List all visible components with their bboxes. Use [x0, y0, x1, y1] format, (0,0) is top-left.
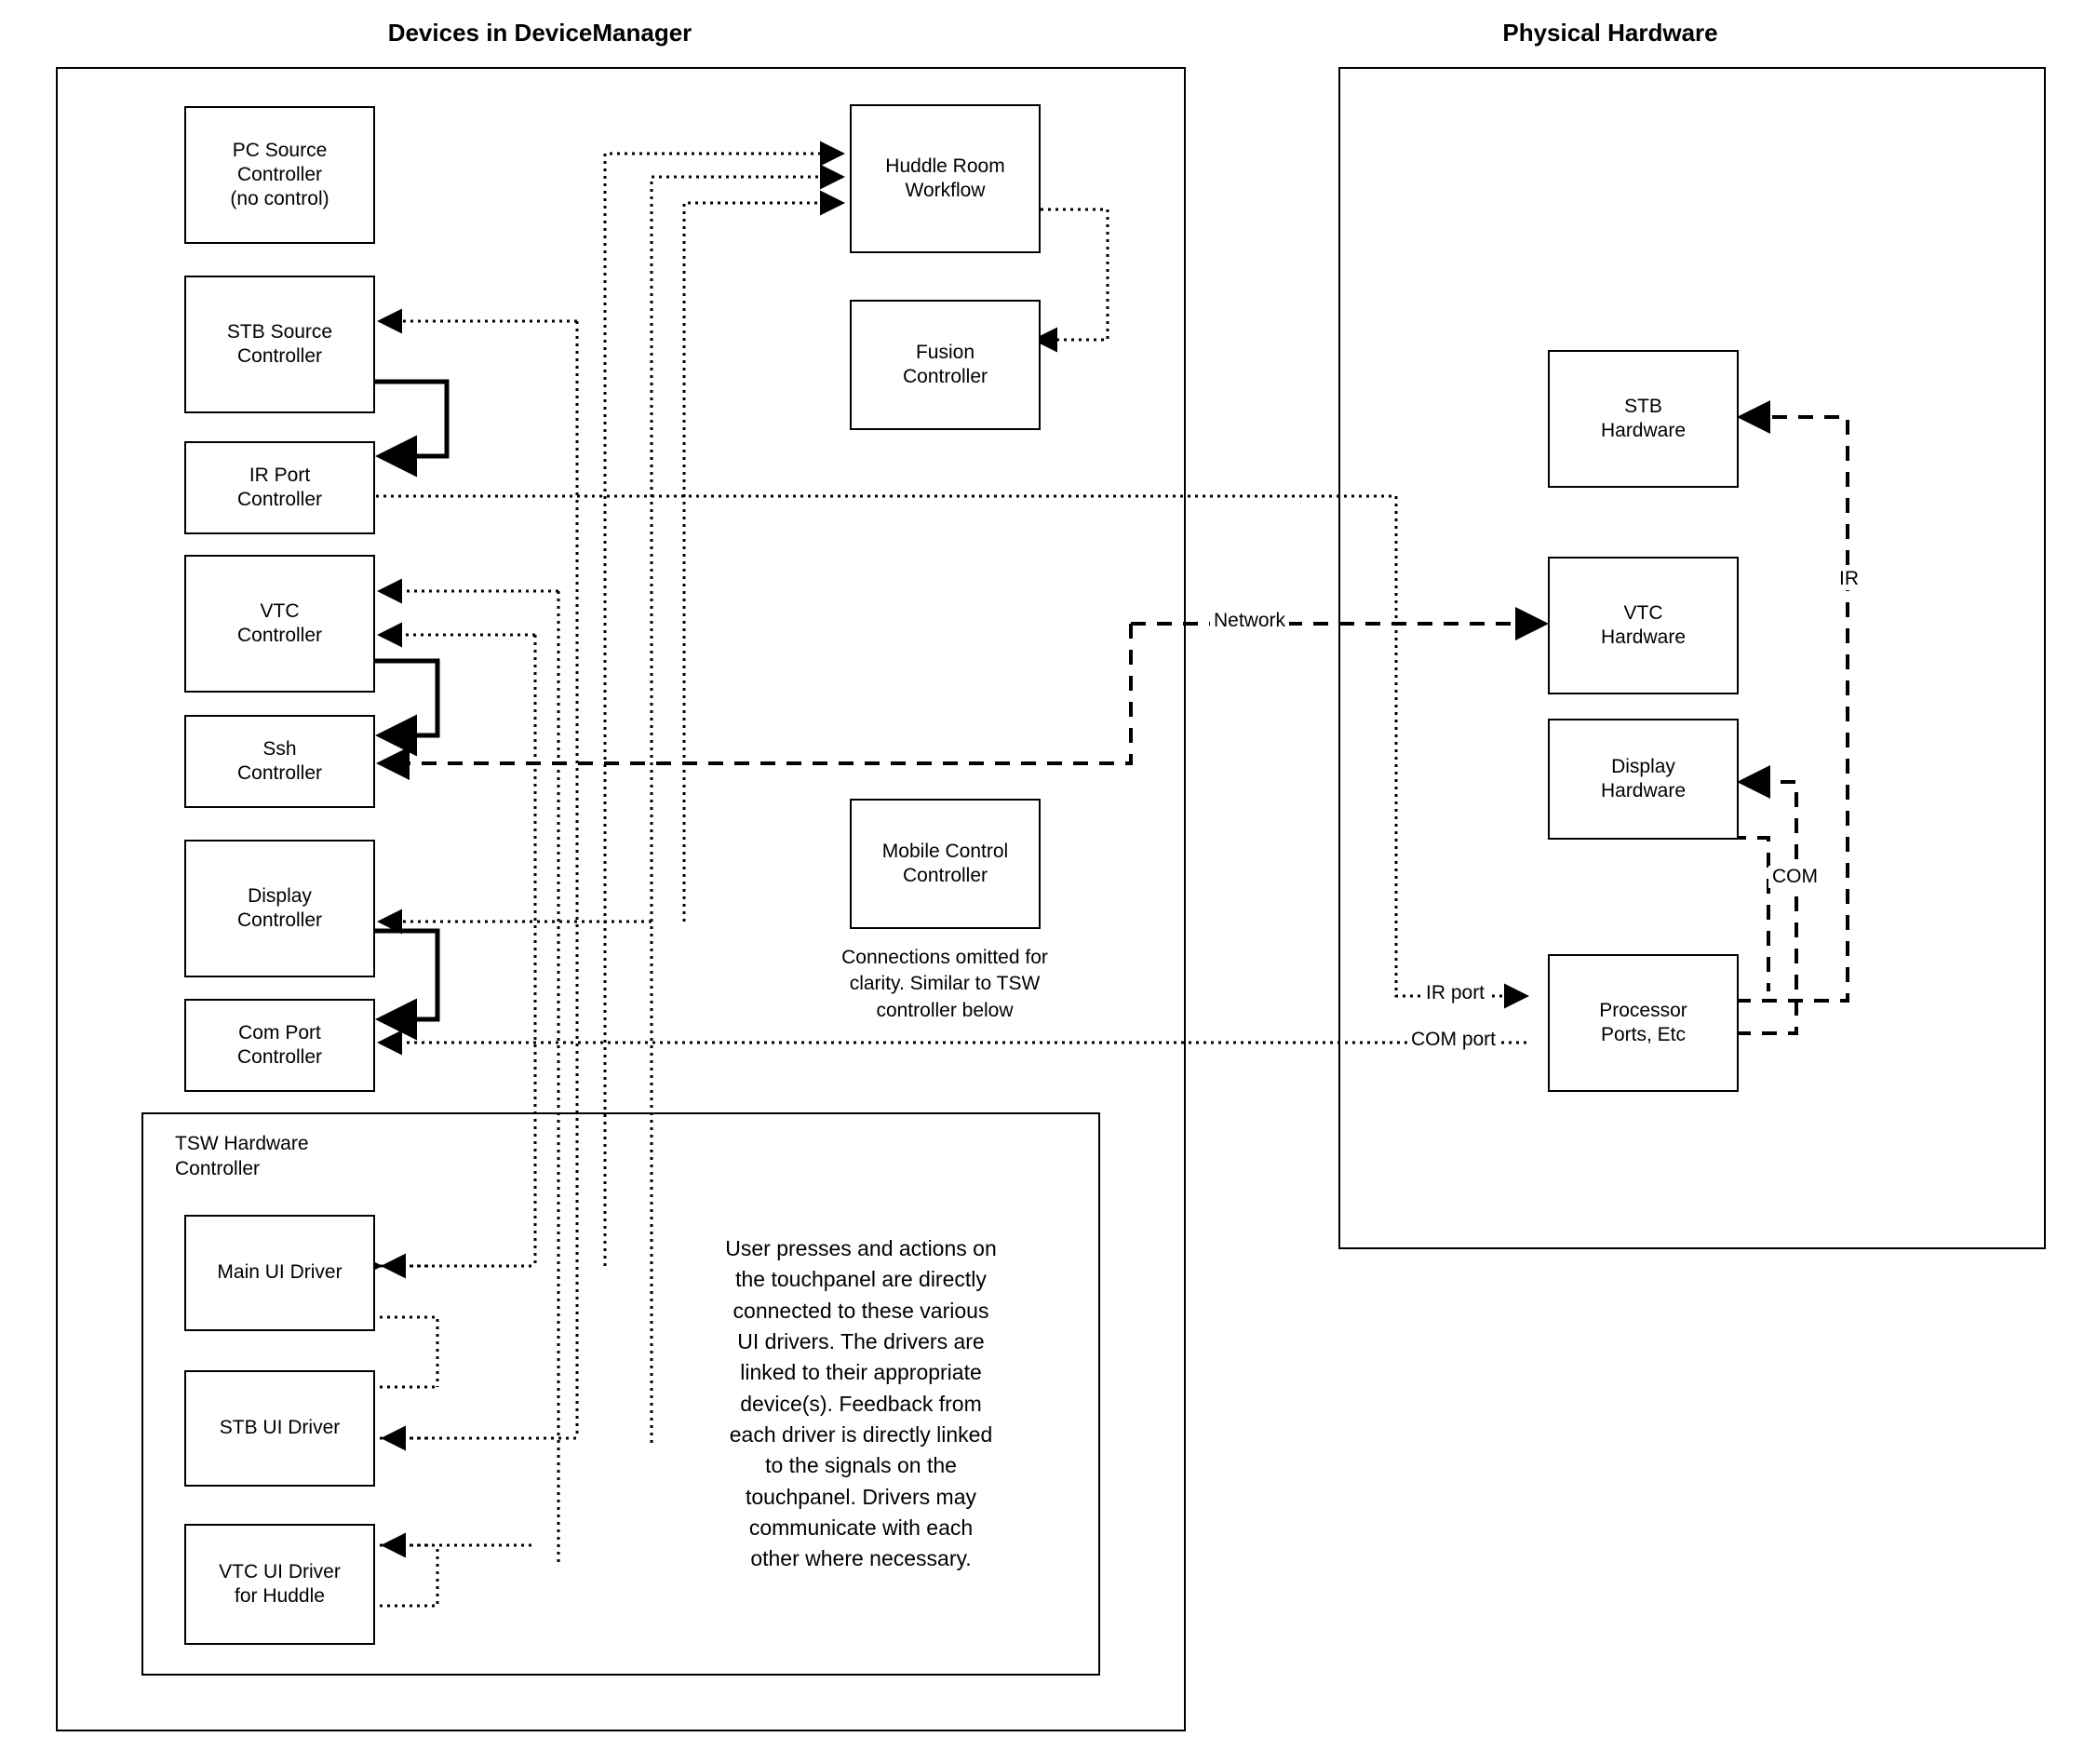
edge-label-ir: IR — [1835, 568, 1862, 590]
right-group-title: Physical Hardware — [1502, 19, 1718, 47]
node-processor-ports[interactable] — [1548, 954, 1739, 1092]
node-label: STB Hardware — [1600, 395, 1687, 441]
node-label: Processor Ports, Etc — [1599, 999, 1687, 1045]
node-ssh-controller[interactable] — [184, 715, 375, 808]
tsw-explanatory-note: User presses and actions on the touchpanel are directly connected to these various UI drivers. The drivers are linked to their appropriate device(s). Feedback from each driver is directly linked to the signals on the touchpanel. Drivers may communicate with each other where necessary. — [725, 1236, 997, 1571]
node-stb-ui-driver[interactable] — [184, 1370, 375, 1487]
node-pc-source-controller[interactable] — [184, 106, 375, 244]
node-label: VTC Hardware — [1600, 601, 1687, 648]
node-vtc-controller[interactable] — [184, 555, 375, 693]
node-display-controller[interactable] — [184, 840, 375, 977]
node-label: STB UI Driver — [219, 1417, 341, 1439]
node-display-hardware[interactable] — [1548, 719, 1739, 840]
node-main-ui-driver[interactable] — [184, 1215, 375, 1331]
node-vtc-hardware[interactable] — [1548, 557, 1739, 694]
edge-label-com: COM — [1768, 866, 1821, 888]
node-mobile-control-controller[interactable] — [850, 799, 1041, 929]
node-label: IR Port Controller — [236, 464, 323, 510]
node-huddle-room-workflow[interactable] — [850, 104, 1041, 253]
node-label: VTC Controller — [236, 599, 323, 646]
node-stb-source-controller[interactable] — [184, 276, 375, 413]
node-label: VTC UI Driver for Huddle — [219, 1560, 341, 1607]
tsw-hardware-controller-label: TSW Hardware Controller — [175, 1133, 309, 1180]
node-com-port-controller[interactable] — [184, 999, 375, 1092]
node-label: Display Controller — [236, 884, 323, 931]
node-ir-port-controller[interactable] — [184, 441, 375, 534]
node-label: PC Source Controller (no control) — [230, 139, 329, 210]
node-label: Ssh Controller — [236, 737, 323, 784]
node-label: Main UI Driver — [217, 1261, 343, 1284]
edge-label-com-port: COM port — [1407, 1029, 1499, 1051]
left-group-title: Devices in DeviceManager — [387, 19, 692, 47]
mobile-control-note: Connections omitted for clarity. Similar to TSW controller below — [841, 947, 1048, 1021]
edge-label-network: Network — [1210, 610, 1289, 632]
node-label: Display Hardware — [1600, 755, 1687, 801]
node-label: Com Port Controller — [236, 1021, 323, 1068]
node-fusion-controller[interactable] — [850, 300, 1041, 430]
edge-label-ir-port: IR port — [1422, 982, 1488, 1004]
node-label: Huddle Room Workflow — [885, 155, 1005, 201]
node-label: Mobile Control Controller — [881, 840, 1009, 886]
node-vtc-ui-driver[interactable] — [184, 1524, 375, 1645]
node-label: STB Source Controller — [226, 320, 333, 367]
node-label: Fusion Controller — [902, 341, 988, 387]
node-stb-hardware[interactable] — [1548, 350, 1739, 488]
